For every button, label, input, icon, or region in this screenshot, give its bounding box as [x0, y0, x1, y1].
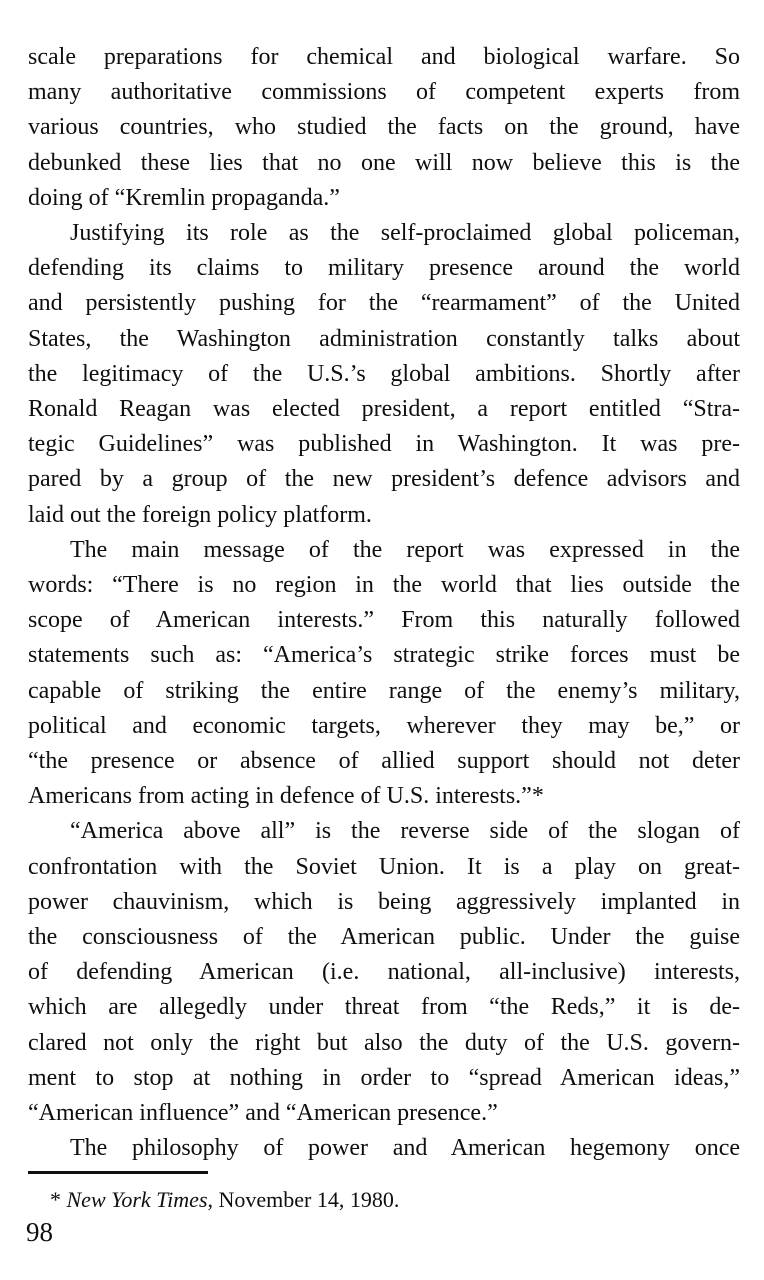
body-text — [28, 40, 740, 1167]
text-line: various countries, who studied the facts on the ground, have — [28, 114, 740, 141]
text-line: doing of “Kremlin propaganda.” — [28, 184, 340, 211]
text-line: “the presence or absence of allied support should not deter — [28, 748, 740, 775]
text-line: confrontation with the Soviet Union. It is a play on great- — [28, 853, 740, 880]
text-line: the legitimacy of the U.S.’s global ambitions. Shortly after — [28, 360, 740, 387]
text-line: ment to stop at nothing in order to “spread American ideas,” — [28, 1064, 740, 1091]
text-line: Ronald Reagan was elected president, a report entitled “Stra- — [28, 396, 740, 423]
text-line: tegic Guidelines” was published in Washington. It was pre- — [28, 431, 740, 458]
text-line: clared not only the right but also the duty of the U.S. govern- — [28, 1029, 740, 1056]
text-line: pared by a group of the new president’s defence advisors and — [28, 466, 740, 493]
text-line: debunked these lies that no one will now believe this is the — [28, 149, 740, 176]
footnote-marker: * — [50, 1187, 67, 1212]
text-line: which are allegedly under threat from “the Reds,” it is de- — [28, 994, 740, 1021]
text-line: States, the Washington administration constantly talks about — [28, 325, 740, 352]
text-line: Justifying its role as the self-proclaimed global policeman, — [70, 220, 740, 247]
text-line: “American influence” and “American presence.” — [28, 1100, 498, 1127]
text-line: and persistently pushing for the “rearmament” of the United — [28, 290, 740, 317]
text-line: the consciousness of the American public. Under the guise — [28, 924, 740, 951]
text-line: power chauvinism, which is being aggressively implanted in — [28, 888, 740, 915]
text-line: laid out the foreign policy platform. — [28, 501, 372, 528]
text-line: scope of American interests.” From this naturally followed — [28, 607, 740, 634]
text-line: words: “There is no region in the world that lies outside the — [28, 572, 740, 599]
footnote-source: New York Times — [66, 1187, 208, 1212]
text-line: The philosophy of power and American hegemony once — [70, 1135, 740, 1162]
page-number: 98 — [26, 1217, 53, 1247]
footnote-text: , November 14, 1980. — [207, 1187, 400, 1212]
text-line: scale preparations for chemical and biological warfare. So — [28, 44, 740, 70]
text-line: statements such as: “America’s strategic strike forces must be — [28, 642, 740, 669]
text-line: defending its claims to military presence around the world — [28, 255, 740, 282]
text-line: “America above all” is the reverse side of the slogan of — [70, 818, 740, 845]
text-line: political and economic targets, wherever they may be,” or — [28, 712, 740, 739]
text-line: Americans from acting in defence of U.S. interests.”* — [28, 783, 544, 810]
text-line: many authoritative commissions of competent experts from — [28, 79, 740, 106]
text-line: The main message of the report was expressed in the — [70, 536, 740, 563]
text-line: of defending American (i.e. national, all-inclusive) interests, — [28, 959, 740, 986]
footnote-separator — [28, 1171, 208, 1174]
text-line: capable of striking the entire range of the enemy’s military, — [28, 677, 740, 704]
footnote — [50, 1186, 399, 1214]
